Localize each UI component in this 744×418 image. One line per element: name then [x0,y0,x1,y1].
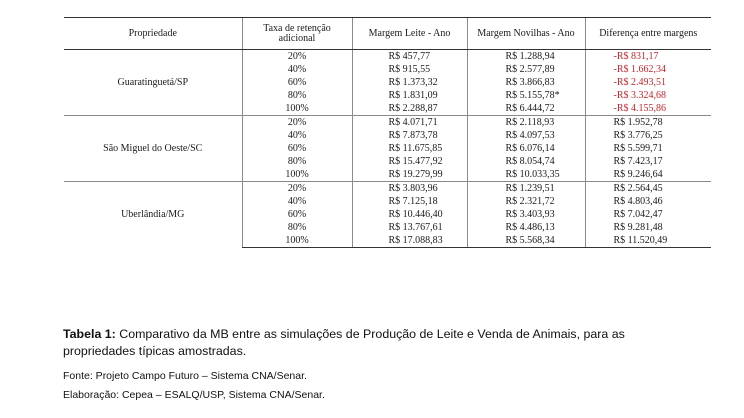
caption-text-line1: Comparativo da MB entre as simulações de Produção de Leite e Venda de Animais, para as [115,327,625,341]
margem-novilhas-cell: R$ 4.097,53 [467,129,585,142]
margem-novilhas-cell: R$ 2.321,72 [467,195,585,208]
margem-novilhas-cell: R$ 8.054,74 [467,155,585,168]
diferenca-cell: R$ 3.776,25 [585,129,711,142]
retention-rate-cell: 100% [242,234,352,248]
margem-novilhas-cell: R$ 5.568,34 [467,234,585,248]
property-name-cell: Guaratinguetá/SP [64,50,242,116]
margem-leite-cell: R$ 10.446,40 [352,208,467,221]
margem-leite-cell: R$ 3.803,96 [352,182,467,196]
margem-novilhas-cell: R$ 1.239,51 [467,182,585,196]
margem-leite-cell: R$ 1.831,09 [352,89,467,102]
margem-leite-cell: R$ 2.288,87 [352,102,467,116]
margem-leite-cell: R$ 19.279,99 [352,168,467,182]
margem-novilhas-cell: R$ 3.866,83 [467,76,585,89]
diferenca-cell: -R$ 1.662,34 [585,63,711,76]
caption-elaboration: Elaboração: Cepea – ESALQ/USP, Sistema CNA/Senar. [63,389,325,401]
table-caption [63,326,625,343]
table-header-row [64,18,711,50]
margem-leite-cell: R$ 4.071,71 [352,116,467,130]
margem-leite-cell: R$ 17.088,83 [352,234,467,248]
margem-novilhas-cell: R$ 2.118,93 [467,116,585,130]
margem-novilhas-cell: R$ 2.577,89 [467,63,585,76]
margem-leite-cell: R$ 15.477,92 [352,155,467,168]
retention-rate-cell: 100% [242,168,352,182]
margem-novilhas-cell: R$ 4.486,13 [467,221,585,234]
header-diferenca: Diferença entre margens [585,18,711,50]
retention-rate-cell: 40% [242,63,352,76]
retention-rate-cell: 20% [242,116,352,130]
retention-rate-cell: 80% [242,221,352,234]
margem-novilhas-cell: R$ 10.033,35 [467,168,585,182]
caption-label: Tabela 1: [63,327,116,341]
margem-leite-cell: R$ 915,55 [352,63,467,76]
diferenca-cell: -R$ 3.324,68 [585,89,711,102]
caption-source: Fonte: Projeto Campo Futuro – Sistema CNA/Senar. [63,370,307,382]
margem-leite-cell: R$ 1.373,32 [352,76,467,89]
margin-comparison-table [64,17,711,248]
retention-rate-cell: 40% [242,195,352,208]
diferenca-cell: R$ 9.246,64 [585,168,711,182]
margem-leite-cell: R$ 7.873,78 [352,129,467,142]
diferenca-cell: -R$ 2.493,51 [585,76,711,89]
retention-rate-cell: 60% [242,142,352,155]
retention-rate-cell: 20% [242,182,352,196]
diferenca-cell: R$ 2.564,45 [585,182,711,196]
retention-rate-cell: 60% [242,76,352,89]
header-margem-leite: Margem Leite - Ano [352,18,467,50]
diferenca-cell: R$ 5.599,71 [585,142,711,155]
header-margem-novilhas: Margem Novilhas - Ano [467,18,585,50]
margem-leite-cell: R$ 7.125,18 [352,195,467,208]
table-body [64,50,711,248]
diferenca-cell: R$ 7.042,47 [585,208,711,221]
table-row [64,182,711,196]
retention-rate-cell: 80% [242,155,352,168]
caption-text-line2: propriedades típicas amostradas. [63,344,247,358]
property-name-cell: São Miguel do Oeste/SC [64,116,242,182]
header-taxa-retencao: Taxa de retenção adicional [242,18,352,50]
margem-leite-cell: R$ 11.675,85 [352,142,467,155]
diferenca-cell: R$ 7.423,17 [585,155,711,168]
retention-rate-cell: 100% [242,102,352,116]
margem-novilhas-cell: R$ 6.076,14 [467,142,585,155]
diferenca-cell: R$ 4.803,46 [585,195,711,208]
header-propriedade: Propriedade [64,18,242,50]
table-row [64,50,711,64]
retention-rate-cell: 60% [242,208,352,221]
diferenca-cell: R$ 11.520,49 [585,234,711,248]
margem-novilhas-cell: R$ 5.155,78* [467,89,585,102]
margem-novilhas-cell: R$ 3.403,93 [467,208,585,221]
margem-novilhas-cell: R$ 1.288,94 [467,50,585,64]
retention-rate-cell: 80% [242,89,352,102]
diferenca-cell: -R$ 4.155,86 [585,102,711,116]
margem-leite-cell: R$ 457,77 [352,50,467,64]
table-row [64,116,711,130]
diferenca-cell: R$ 9.281,48 [585,221,711,234]
diferenca-cell: R$ 1.952,78 [585,116,711,130]
property-name-cell: Uberlândia/MG [64,182,242,248]
margem-leite-cell: R$ 13.767,61 [352,221,467,234]
diferenca-cell: -R$ 831,17 [585,50,711,64]
retention-rate-cell: 20% [242,50,352,64]
retention-rate-cell: 40% [242,129,352,142]
margem-novilhas-cell: R$ 6.444,72 [467,102,585,116]
data-table-container [64,17,711,248]
